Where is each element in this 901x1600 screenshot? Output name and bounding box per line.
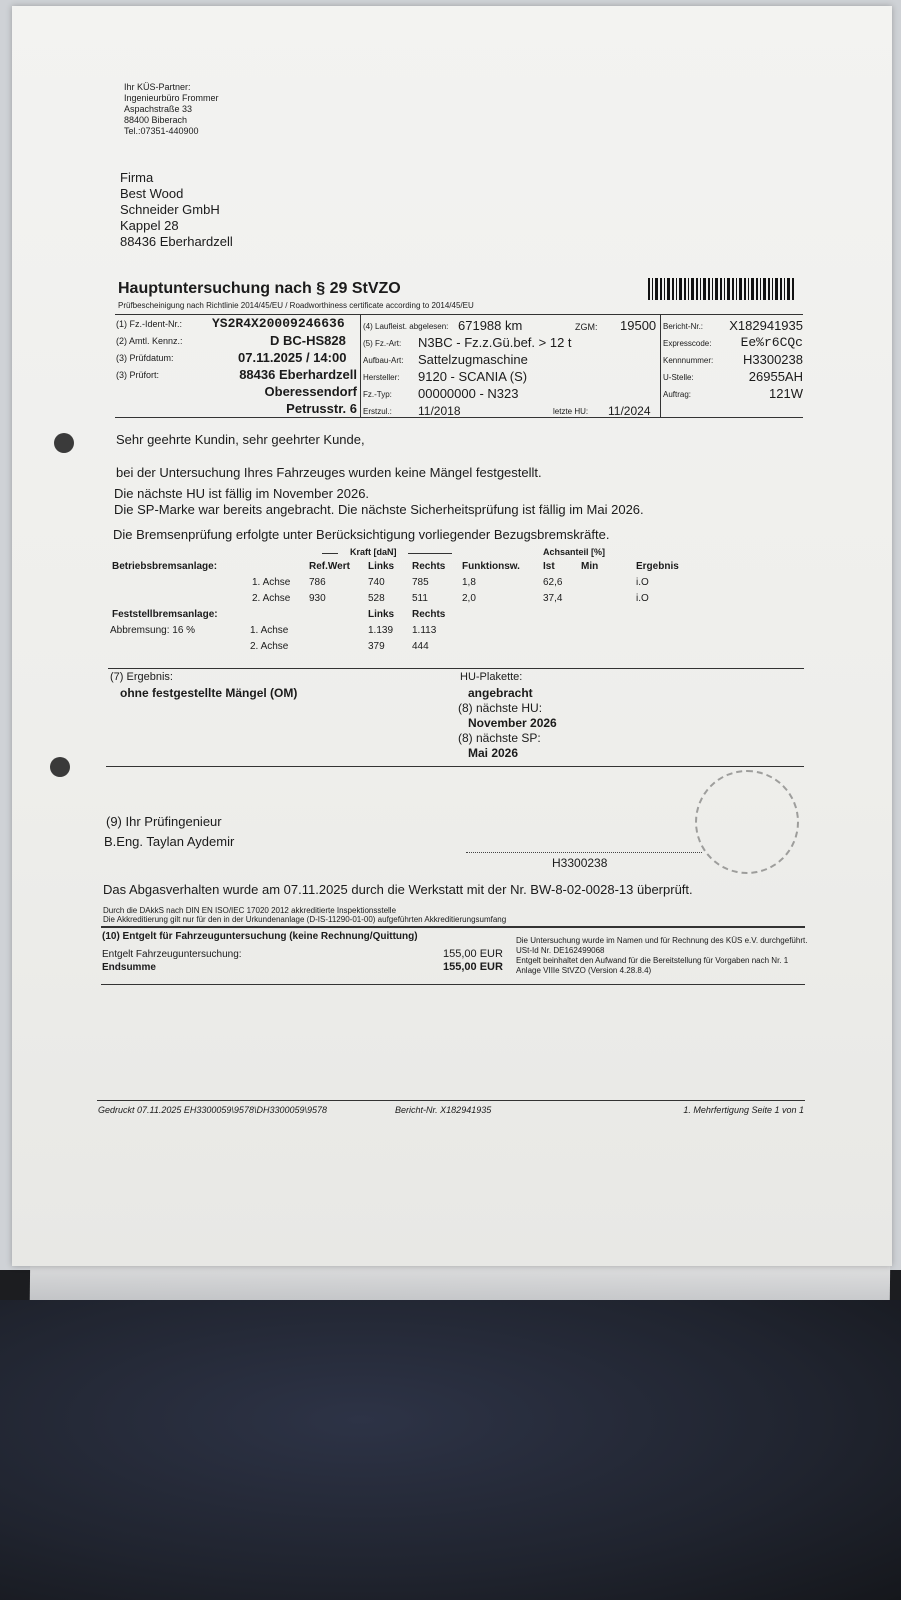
result-value: ohne festgestellte Mängel (OM) xyxy=(120,686,298,700)
barcode xyxy=(648,278,796,300)
hersteller-label: Hersteller: xyxy=(363,373,400,382)
col-ergebnis: Ergebnis xyxy=(636,561,679,572)
ort-value-2: Oberessendorf xyxy=(264,384,357,399)
footer-page: 1. Mehrfertigung Seite 1 von 1 xyxy=(683,1105,804,1115)
cell-ergebnis: i.O xyxy=(636,593,649,604)
fee-label: Entgelt Fahrzeuguntersuchung: xyxy=(102,949,242,960)
kennz-label: (2) Amtl. Kennz.: xyxy=(116,336,183,346)
auftrag-value: 121W xyxy=(769,386,803,401)
fee-note: Anlage VIIIe StVZO (Version 4.28.8.4) xyxy=(516,966,652,975)
recipient-address xyxy=(120,170,233,250)
erstzul-label: Erstzul.: xyxy=(363,407,392,416)
engineer-label: (9) Ihr Prüfingenieur xyxy=(106,814,222,829)
ort-value-3: Petrusstr. 6 xyxy=(286,401,357,416)
erstzul-value: 11/2018 xyxy=(418,404,461,418)
kennnummer-value: H3300238 xyxy=(743,352,803,367)
achsanteil-header: Achsanteil [%] xyxy=(543,547,606,557)
cell-refwert: 930 xyxy=(309,593,326,604)
cell-ist: 62,6 xyxy=(543,577,563,588)
datum-label: (3) Prüfdatum: xyxy=(116,353,174,363)
partner-line: Tel.:07351-440900 xyxy=(124,126,199,136)
partner-address xyxy=(124,82,219,137)
col-links: Links xyxy=(368,561,395,572)
result-label: (7) Ergebnis: xyxy=(110,671,173,683)
cell-achse: 1. Achse xyxy=(250,625,289,636)
col-funktionswert: Funktionsw. xyxy=(462,561,520,572)
letter-next-sp: Die SP-Marke war bereits angebracht. Die nächste Sicherheitsprüfung ist fällig im Mai 2026. xyxy=(114,502,644,517)
next-sp-value: Mai 2026 xyxy=(468,746,519,760)
cell-rechts: 1.113 xyxy=(412,625,437,636)
fee-note: Die Untersuchung wurde im Namen und für Rechnung des KÜS e.V. durchgeführt. xyxy=(516,936,808,945)
ustelle-value: 26955AH xyxy=(748,369,803,384)
col-refwert: Ref.Wert xyxy=(309,561,350,572)
betriebsbremse-label: Betriebsbremsanlage: xyxy=(112,561,218,572)
cell-ergebnis: i.O xyxy=(636,577,649,588)
kennnummer-label: Kennnummer: xyxy=(663,356,714,365)
document-title: Hauptuntersuchung nach § 29 StVZO xyxy=(118,280,401,297)
accreditation-line-1: Durch die DAkkS nach DIN EN ISO/IEC 17020 2012 akkreditierte Inspektionsstelle xyxy=(103,906,397,915)
col-ist: Ist xyxy=(543,561,555,572)
cell-rechts: 444 xyxy=(412,641,429,652)
footer-bericht: Bericht-Nr. X182941935 xyxy=(395,1105,492,1115)
plakette-value: angebracht xyxy=(468,686,533,700)
cell-funktionswert: 1,8 xyxy=(462,577,476,588)
laufleistung-value: 671988 km xyxy=(458,318,523,333)
partner-line: Ingenieurbüro Frommer xyxy=(124,93,219,103)
engineer-name: B.Eng. Taylan Aydemir xyxy=(104,834,235,849)
fest-col-links: Links xyxy=(368,609,395,620)
col-min: Min xyxy=(581,561,599,572)
letzte-hu-label: letzte HU: xyxy=(553,407,589,416)
abbremsung: Abbremsung: 16 % xyxy=(110,625,196,636)
fee-value: 155,00 EUR xyxy=(443,948,503,960)
greeting: Sehr geehrte Kundin, sehr geehrter Kunde, xyxy=(116,432,365,447)
recipient-line: Firma xyxy=(120,170,154,185)
next-hu-label: (8) nächste HU: xyxy=(458,701,543,715)
recipient-line: Best Wood xyxy=(120,186,184,201)
fz-art-label: (5) Fz.-Art: xyxy=(363,339,402,348)
bericht-value: X182941935 xyxy=(729,318,803,333)
aufbau-value: Sattelzugmaschine xyxy=(418,352,528,367)
ort-label: (3) Prüfort: xyxy=(116,370,160,380)
aufbau-label: Aufbau-Art: xyxy=(363,356,404,365)
fest-col-rechts: Rechts xyxy=(412,609,446,620)
zgm-value: 19500 xyxy=(620,318,657,333)
datum-value: 07.11.2025 / 14:00 xyxy=(238,350,347,365)
cell-rechts: 785 xyxy=(412,577,429,588)
cell-links: 740 xyxy=(368,577,385,588)
letter-brake-note: Die Bremsenprüfung erfolgte unter Berücksichtigung vorliegender Bezugsbremskräfte. xyxy=(113,527,610,542)
letter-next-hu: Die nächste HU ist fällig im November 2026. xyxy=(114,486,370,501)
document-subtitle: Prüfbescheinigung nach Richtlinie 2014/45/EU / Roadworthiness certificate according to 2014/45/EU xyxy=(118,301,474,310)
ident-label: (1) Fz.-Ident-Nr.: xyxy=(116,319,183,329)
zgm-label: ZGM: xyxy=(575,322,598,332)
plakette-label: HU-Plakette: xyxy=(460,671,523,683)
official-stamp xyxy=(695,770,799,874)
fee-notes xyxy=(516,936,807,976)
auftrag-label: Auftrag: xyxy=(663,390,692,399)
fee-title: (10) Entgelt für Fahrzeuguntersuchung (keine Rechnung/Quittung) xyxy=(102,931,418,942)
next-hu-value: November 2026 xyxy=(468,716,557,730)
kraft-header: Kraft [daN] xyxy=(350,547,397,557)
ort-value-1: 88436 Eberhardzell xyxy=(239,367,357,382)
cell-ist: 37,4 xyxy=(543,593,563,604)
recipient-line: Kappel 28 xyxy=(120,218,179,233)
total-label: Endsumme xyxy=(102,962,156,973)
express-label: Expresscode: xyxy=(663,339,712,348)
ustelle-label: U-Stelle: xyxy=(663,373,694,382)
total-value: 155,00 EUR xyxy=(443,961,503,973)
cell-links: 528 xyxy=(368,593,385,604)
hersteller-value: 9120 - SCANIA (S) xyxy=(418,369,528,384)
feststellbremse-label: Feststellbremsanlage: xyxy=(112,609,218,620)
footer-printed: Gedruckt 07.11.2025 EH3300059\9578\DH3300059\9578 xyxy=(98,1105,328,1115)
accreditation-line-2: Die Akkreditierung gilt nur für den in der Urkundenanlage (D-IS-11290-01-00) aufgeführten Akkreditierungsumfang xyxy=(103,915,507,924)
typ-label: Fz.-Typ: xyxy=(363,390,392,399)
fee-note: USt-Id Nr. DE162499068 xyxy=(516,946,605,955)
cell-rechts: 511 xyxy=(412,593,428,604)
partner-line: 88400 Biberach xyxy=(124,115,188,125)
col-rechts: Rechts xyxy=(412,561,446,572)
cell-refwert: 786 xyxy=(309,577,326,588)
typ-value: 00000000 - N323 xyxy=(418,386,519,401)
cell-achse: 2. Achse xyxy=(252,593,291,604)
abgas-note: Das Abgasverhalten wurde am 07.11.2025 durch die Werkstatt mit der Nr. BW-8-02-0028-13 überprüft. xyxy=(103,882,693,897)
engineer-kennnummer: H3300238 xyxy=(552,856,608,870)
fee-note: Entgelt beinhaltet den Aufwand für die Bereitstellung für Vorgaben nach Nr. 1 xyxy=(516,956,789,965)
punch-hole-bottom xyxy=(50,757,70,777)
bericht-label: Bericht-Nr.: xyxy=(663,322,704,331)
express-value: Ee%r6CQc xyxy=(740,335,803,350)
fz-art-value: N3BC - Fz.z.Gü.bef. > 12 t xyxy=(418,335,572,350)
background-cloth xyxy=(0,1300,901,1600)
letzte-hu-value: 11/2024 xyxy=(608,404,651,418)
ident-value: YS2R4X20009246636 xyxy=(212,316,345,331)
next-sp-label: (8) nächste SP: xyxy=(458,731,541,745)
laufleistung-label: (4) Laufleist. abgelesen: xyxy=(363,322,449,331)
cell-funktionswert: 2,0 xyxy=(462,593,476,604)
recipient-line: 88436 Eberhardzell xyxy=(120,234,233,249)
cell-links: 379 xyxy=(368,641,385,652)
cell-links: 1.139 xyxy=(368,625,394,636)
letter-paragraph-1: bei der Untersuchung Ihres Fahrzeuges wurden keine Mängel festgestellt. xyxy=(116,465,542,480)
kennz-value: D BC-HS828 xyxy=(270,333,346,348)
cell-achse: 1. Achse xyxy=(252,577,291,588)
partner-line: Ihr KÜS-Partner: xyxy=(124,82,191,92)
recipient-line: Schneider GmbH xyxy=(120,202,220,217)
punch-hole-top xyxy=(54,433,74,453)
partner-line: Aspachstraße 33 xyxy=(124,104,193,114)
cell-achse: 2. Achse xyxy=(250,641,289,652)
